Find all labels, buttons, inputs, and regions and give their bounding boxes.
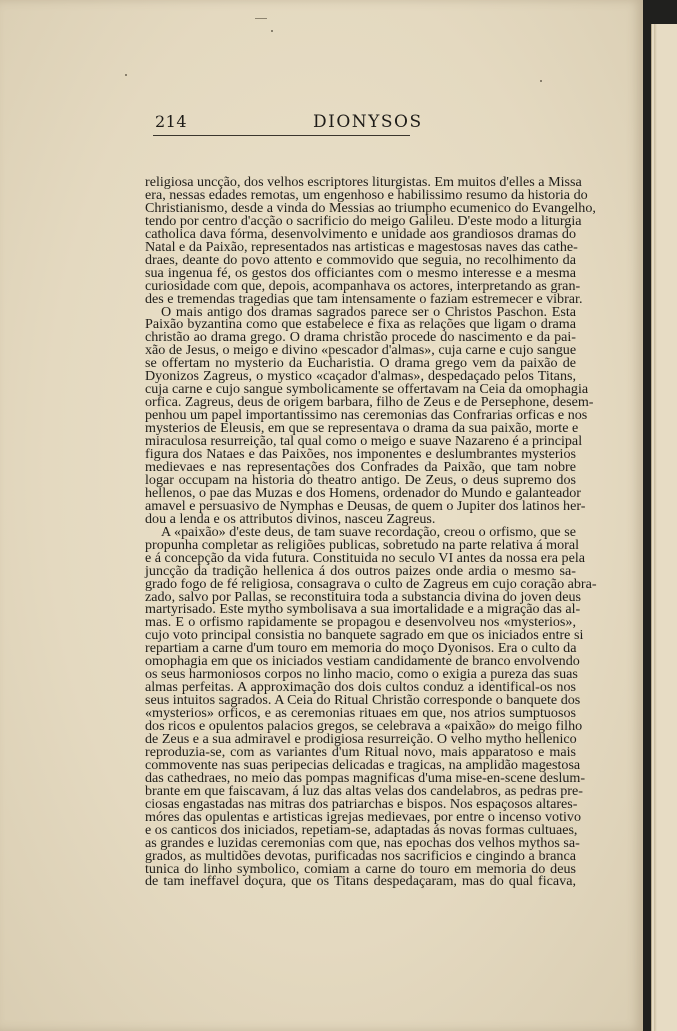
paragraph	[145, 303, 594, 527]
text-line: penhou um papel importantissimo nas ceremonias das Confrarias orficas e nos	[145, 407, 588, 424]
text-line: as grandes e luzidas ceremonias com que, nas epochas dos velhos mythos sa-	[145, 834, 580, 851]
text-line: propunha completar as religiões publicas, sobretudo na parte relativa á moral	[145, 536, 580, 553]
body-text	[145, 174, 597, 890]
text-line: Natal e da Paixão, representados nas artisticas e magestosas naves das cathe-	[145, 238, 578, 255]
text-line: Dyonizos Zagreus, o mystico «caçador d'almas», despedaçado pelos Titans,	[145, 368, 576, 385]
text-line: hellenos, o pae das Muzas e dos Homens, ordenador do Mundo e galanteador	[145, 484, 582, 501]
text-line: religiosa uncção, dos velhos escriptores liturgistas. Em muitos d'elles a Missa	[145, 174, 582, 190]
page-number: 214	[155, 112, 188, 131]
text-line: Paixão byzantina como que estabelece e fixa as relações que ligam o drama	[145, 316, 576, 333]
text-line: martyrisado. Este mytho symbolisava a sua imortalidade e a migração das al-	[145, 601, 581, 618]
page-edge-shadow	[654, 24, 657, 1031]
text-line: commovente nas suas peripecias delicadas e tragicas, na amplidão magestosa	[145, 756, 581, 773]
text-line: logar occupam na historia do theatro antigo. De Zeus, o deus supremo dos	[145, 471, 576, 488]
text-line: e á concepção da vida futura. Constituida no seculo VI antes da nossa era pela	[145, 549, 586, 566]
text-line: zado, salvo por Pallas, se reconstituira toda a substancia divina do joven deus	[145, 588, 582, 605]
text-line: amavel e persuasivo de Nymphas e Deusas, de quem o Jupiter dos latinos her-	[145, 497, 586, 514]
text-line: seus intuitos sagrados. A Ceia do Ritual Christão corresponde o banquete dos	[145, 692, 581, 709]
text-line: catholica dava fórma, desenvolvimento e unidade aos grandiosos dramas do	[145, 225, 576, 242]
text-line: dos ricos e opulentos palacios gregos, se celebrava a «paixão» do meigo filho	[145, 718, 583, 735]
paragraph	[145, 174, 596, 307]
text-line: des e tremendas tragedias que tam intensamente o faziam estremecer e vibrar.	[145, 290, 583, 307]
text-line: omophagia em que os iniciados vestiam candidamente de branco envolvendo	[145, 653, 580, 670]
text-line: era, nessas edades remotas, um engenhoso e habilissimo resumo da historia do	[145, 186, 588, 203]
ink-speck	[540, 80, 542, 82]
text-line: figura dos Nataes e das Paixões, nos imponentes e deslumbrantes mysterios	[145, 446, 576, 463]
text-line: de Zeus e a sua admiravel e prodigiosa resurreição. O velho mytho hellenico	[145, 730, 577, 747]
text-line: grado fogo de fé religiosa, consagrava o culto de Zagreus em cujo coração abra-	[145, 575, 597, 592]
text-line: sua ingenua fé, os gestos dos officiantes com o mesmo interesse e a mesma	[145, 264, 576, 281]
text-line: juncção da tradição hellenica á dos outros paizes onde ardia o mesmo sa-	[145, 562, 576, 579]
text-line: os seus harmoniosos corpos no linho macio, como o exigia a pureza das suas	[145, 666, 578, 683]
text-line: miraculosa resurreição, tal qual como o meigo e suave Nazareno é a principal	[145, 433, 583, 450]
text-line: e os canticos dos iniciados, repetiam-se, adaptadas ás novas formas cultuaes,	[145, 821, 578, 838]
text-line: medievaes e nas representações dos Confrades da Paixão, que tam nobre	[145, 458, 576, 475]
text-line: brante em que faiscavam, á luz das altas velas dos candelabros, as pedras pre-	[145, 782, 583, 799]
print-mark	[255, 18, 267, 25]
adjacent-page-edge	[651, 24, 677, 1031]
text-line: repartiam a carne d'um touro em memoria do moço Dyonisos. Era o culto da	[145, 640, 577, 657]
text-line: das cathedraes, no meio das pompas magnificas d'uma mise-en-scene deslum-	[145, 769, 586, 786]
text-line: A «paixão» d'este deus, de tam suave recordação, creou o orfismo, que se	[161, 523, 576, 540]
text-line: almas perfeitas. A approximação dos dois cultos conduz a identifical-os nos	[145, 679, 576, 696]
text-line: grados, as multidões devotas, purificadas nos sacrificios e cingindo a branca	[145, 847, 576, 864]
text-line: mas. E o orfismo rapidamente se propagou e desenvolveu nos «mysterios»,	[145, 614, 576, 631]
text-line: orfica. Zagreus, deus de origem barbara, filho de Zeus e de Persephone, desem-	[145, 394, 594, 411]
paragraph	[145, 523, 597, 890]
text-line: tendo por centro d'acção o sacrificio do meigo Galileu. D'este modo a liturgia	[145, 212, 582, 229]
ink-speck	[125, 74, 127, 76]
text-line: christão ao drama grego. O drama christão procede do nascimento e da pai-	[145, 329, 576, 346]
page-header	[153, 112, 423, 134]
text-line: Christianismo, desde a vinda do Messias ao triumpho ecumenico do Evangelho,	[145, 199, 596, 216]
text-line: draes, deante do povo attento e commovido que seguia, no recolhimento da	[145, 251, 576, 268]
text-line: cuja carne e cujo sangue symbolicamente se offertavam na Ceia da omophagia	[145, 381, 589, 398]
text-line: «mysterios» orficos, e as ceremonias rituaes em que, nos atrios sumptuosos	[145, 705, 576, 722]
text-line: de tam ineffavel doçura, que os Titans despedaçaram, mas do qual ficava,	[145, 873, 576, 890]
text-line: móres das opulentas e artisticas igrejas medievaes, por entre o incenso votivo	[145, 808, 581, 825]
header-rule	[153, 135, 410, 136]
text-line: O mais antigo dos dramas sagrados parece ser o Christos Paschon. Esta	[161, 303, 576, 320]
running-title: DIONYSOS	[313, 112, 423, 132]
text-line: se offertam no mysterio da Eucharistia. O drama grego vem da paixão de	[145, 355, 576, 372]
ink-speck	[271, 30, 273, 32]
text-line: mysterios de Eleusis, em que se representava o drama da sua paixão, morte e	[145, 420, 579, 437]
text-line: curiosidade com que, depois, acompanhava os actores, interpretando as gran-	[145, 277, 581, 294]
text-line: tunica do linho symbolico, comiam a carne do touro em memoria do deus	[145, 860, 576, 877]
text-line: reproduzia-se, com as variantes d'um Ritual novo, mais apparatoso e mais	[145, 743, 576, 760]
text-line: dou a lenda e os attributos divinos, nasceu Zagreus.	[145, 510, 436, 527]
text-line: xão de Jesus, o meigo e divino «pescador d'almas», cuja carne e cujo sangue	[145, 342, 577, 359]
text-line: ciosas engastadas nas mitras dos patriarchas e bispos. Nos espaçosos altares-	[145, 795, 578, 812]
text-line: cujo voto principal consistia no banquete sagrado em que os iniciados entre si	[145, 627, 584, 644]
